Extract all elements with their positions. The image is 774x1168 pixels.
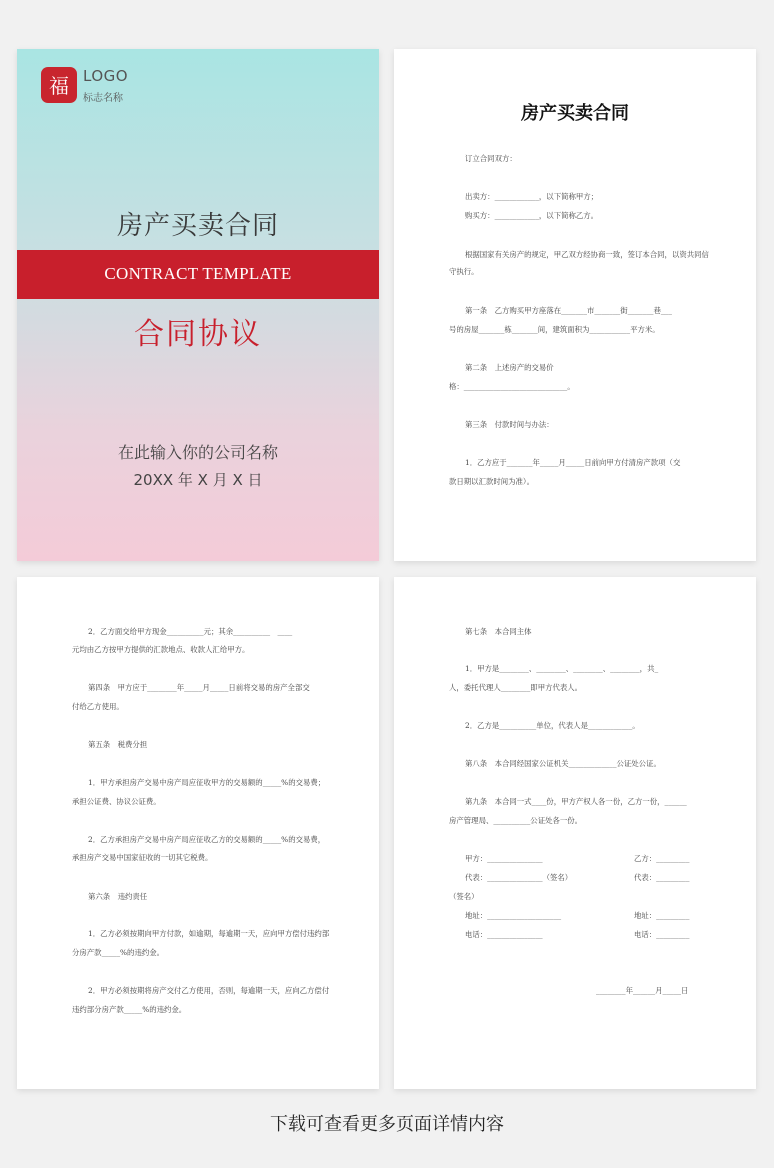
paragraph-line: 1．甲方承担房产交易中房产局应征收甲方的交易额的_____%的交易费； xyxy=(88,778,326,787)
paragraph-line: 守执行。 xyxy=(449,267,479,276)
contract-page-3 xyxy=(394,577,756,1089)
paragraph-line: 分房产款_____%的违约金。 xyxy=(72,948,165,957)
paragraph-line: 房产管理局、__________公证处各一份。 xyxy=(449,816,583,825)
paragraph-line: 第八条 本合同经国家公证机关_____________公证处公证。 xyxy=(465,759,661,768)
paragraph-line: 第三条 付款时间与办法： xyxy=(465,420,554,429)
paragraph-line: 购买方：____________，以下简称乙方。 xyxy=(465,211,599,220)
paragraph-line: 1．乙方应于_______年_____月_____日前向甲方付清房产款项（交 xyxy=(465,458,681,467)
paragraph-line: 出卖方：____________，以下简称甲方； xyxy=(465,192,599,201)
paragraph-line: 根据国家有关房产的规定，甲乙双方经协商一致，签订本合同，以资共同信 xyxy=(465,250,709,259)
signing-date: ________年______月_____日 xyxy=(596,986,689,995)
paragraph-line: 号的房屋_______栋_______间，建筑面积为___________平方米。 xyxy=(449,325,660,334)
paragraph-line: 款日期以汇款时间为准）。 xyxy=(449,477,534,486)
paragraph-line: 2．乙方是__________单位，代表人是____________。 xyxy=(465,721,640,730)
paragraph-line: 2．乙方面交给甲方现金__________元；其余__________ ____ xyxy=(88,627,293,636)
paragraph-line: 格：____________________________。 xyxy=(449,382,575,391)
download-hint: 下载可查看更多页面详情内容 xyxy=(270,1114,504,1135)
address-b: 地址：_________ xyxy=(634,911,690,920)
cover-band xyxy=(17,250,379,299)
paragraph-line: 订立合同双方： xyxy=(465,154,517,163)
logo-subtitle: 标志名称 xyxy=(83,93,123,104)
paragraph-line: 第六条 违约责任 xyxy=(88,892,148,901)
paragraph-line: 违约部分房产款_____%的违约金。 xyxy=(72,1005,187,1014)
paragraph-line: 2．乙方承担房产交易中房产局应征收乙方的交易额的_____%的交易费， xyxy=(88,835,326,844)
address-a: 地址：____________________ xyxy=(465,911,562,920)
paragraph-line: 承担房产交易中国家征收的一切其它税费。 xyxy=(72,853,213,862)
paragraph-line: 1．乙方必须按期向甲方付款，如逾期，每逾期一天，应向甲方偿付违约部 xyxy=(88,929,330,938)
cover-page xyxy=(17,49,379,561)
signature-note: （签名） xyxy=(449,892,479,901)
signature-rep-a: 代表：_______________（签名） xyxy=(465,873,573,882)
cover-title: 房产买卖合同 xyxy=(116,211,279,241)
cover-date: 20XX 年 X 月 X 日 xyxy=(133,471,263,489)
paragraph-line: 第七条 本合同主体 xyxy=(465,627,532,636)
paragraph-line: 第九条 本合同一式____份，甲方产权人各一份，乙方一份，______ xyxy=(465,797,687,806)
company-name: 在此输入你的公司名称 xyxy=(117,443,278,462)
paragraph-line: 第二条 上述房产的交易价 xyxy=(465,363,554,372)
phone-b: 电话：_________ xyxy=(634,930,690,939)
paragraph-line: 付给乙方使用。 xyxy=(72,702,124,711)
logo-text: LOGO xyxy=(83,67,129,85)
paragraph-line: 第四条 甲方应于________年_____月_____日前将交易的房产全部交 xyxy=(88,683,310,692)
paragraph-line: 第一条 乙方购买甲方座落在_______市_______街_______巷___ xyxy=(465,306,672,315)
band-text: CONTRACT TEMPLATE xyxy=(104,264,292,283)
paragraph-line: 承担公证费、协议公证费。 xyxy=(72,797,161,806)
signature-party-a: 甲方：_______________ xyxy=(465,854,543,863)
paragraph-line: 元均由乙方按甲方提供的汇款地点、收款人汇给甲方。 xyxy=(72,645,250,654)
cover-subtitle: 合同协议 xyxy=(134,317,262,352)
document-title: 房产买卖合同 xyxy=(521,103,629,124)
logo-mark xyxy=(41,67,77,103)
contract-page-1 xyxy=(394,49,756,561)
signature-party-b: 乙方：_________ xyxy=(634,854,690,863)
paragraph-line: 1．甲方是________、________、________、________，共_ xyxy=(465,664,659,673)
logo-fu-icon: 福 xyxy=(49,74,69,98)
phone-a: 电话：_______________ xyxy=(465,930,543,939)
paragraph-line: 2．甲方必须按期将房产交付乙方使用，否则，每逾期一天，应向乙方偿付 xyxy=(88,986,330,995)
signature-rep-b: 代表：_________ xyxy=(634,873,690,882)
contract-page-2 xyxy=(17,577,379,1089)
paragraph-line: 人，委托代理人________即甲方代表人。 xyxy=(449,683,583,692)
paragraph-line: 第五条 税费分担 xyxy=(88,740,148,749)
